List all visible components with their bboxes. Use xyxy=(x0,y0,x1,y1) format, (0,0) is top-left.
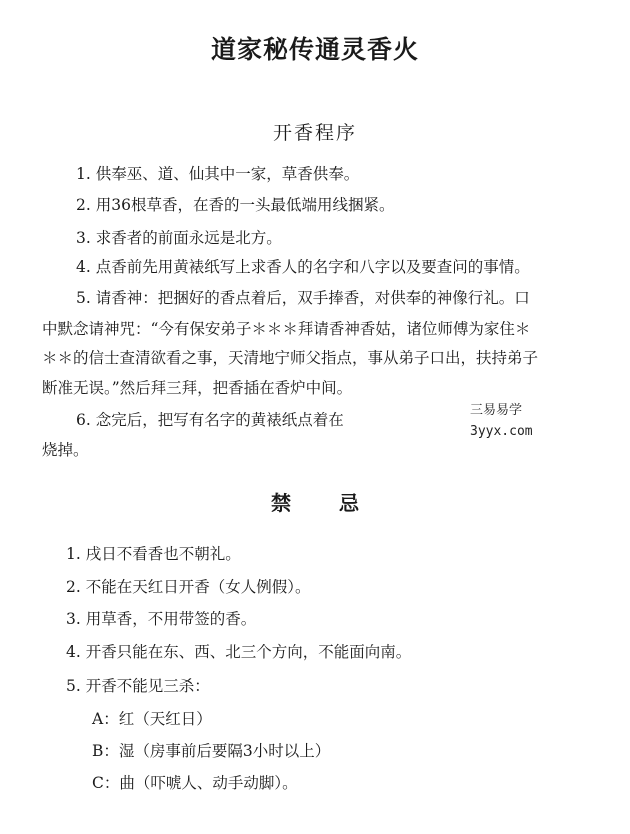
procedure-item-5-line2: 中默念请神咒：“今有保安弟子＊＊＊拜请香神香姑，诸位师傅为家住＊ xyxy=(42,320,531,338)
watermark xyxy=(470,400,560,442)
taboo-item-2: 2. 不能在天红日开香（女人例假）。 xyxy=(66,578,311,596)
taboo-item-1: 1. 戌日不看香也不朝礼。 xyxy=(66,545,241,563)
taboo-item-4: 4. 开香只能在东、西、北三个方向，不能面向南。 xyxy=(66,643,412,661)
taboo-item-3: 3. 用草香，不用带签的香。 xyxy=(66,610,257,628)
procedure-item-5-line3: ＊＊的信士查清欲看之事，天清地宁师父指点，事从弟子口出，扶持弟子 xyxy=(42,349,539,367)
taboo-subitem-b: B：湿（房事前后要隔3小时以上） xyxy=(92,742,331,760)
watermark-name: 三易易学 xyxy=(470,403,523,418)
procedure-item-5-line1: 5. 请香神：把捆好的香点着后，双手捧香，对供奉的神像行礼。口 xyxy=(76,289,530,307)
procedure-item-6-line2: 烧掉。 xyxy=(42,441,89,459)
procedure-item-3: 3. 求香者的前面永远是北方。 xyxy=(76,229,282,247)
watermark-url: 3yyx.com xyxy=(470,424,533,439)
section-heading-taboos: 禁忌 xyxy=(271,491,407,515)
procedure-item-1: 1. 供奉巫、道、仙其中一家，草香供奉。 xyxy=(76,165,360,183)
taboo-item-5: 5. 开香不能见三杀： xyxy=(66,677,210,695)
taboo-subitem-c: C：曲（吓唬人、动手动脚）。 xyxy=(92,774,298,792)
page-title: 道家秘传通灵香火 xyxy=(210,35,419,64)
procedure-item-4: 4. 点香前先用黄裱纸写上求香人的名字和八字以及要查问的事情。 xyxy=(76,258,530,276)
taboo-subitem-a: A：红（天红日） xyxy=(92,710,212,728)
procedure-item-6-line1: 6. 念完后，把写有名字的黄裱纸点着在 xyxy=(76,411,344,429)
section-heading-procedure: 开香程序 xyxy=(272,122,357,144)
procedure-item-5-line4: 断准无误。”然后拜三拜，把香插在香炉中间。 xyxy=(42,379,353,397)
procedure-item-2: 2. 用36根草香，在香的一头最低端用线捆紧。 xyxy=(76,196,395,214)
